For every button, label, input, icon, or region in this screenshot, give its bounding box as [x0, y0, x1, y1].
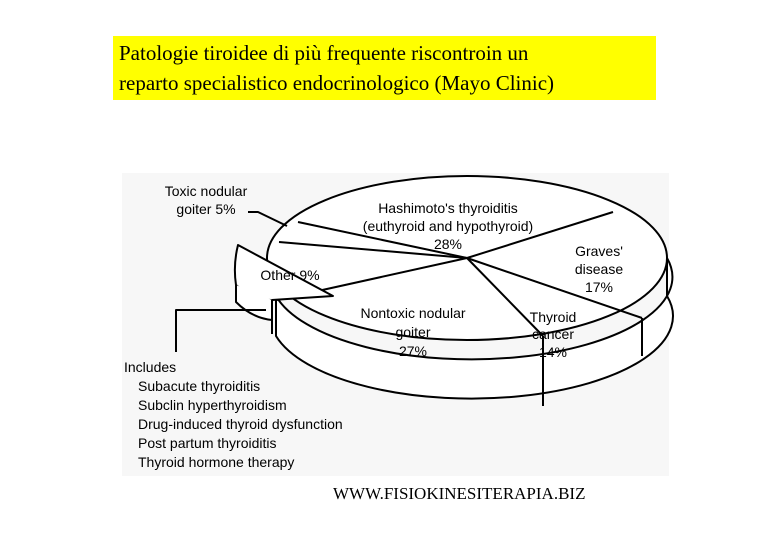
includes-bracket — [176, 310, 266, 352]
includes-item: Post partum thyroiditis — [138, 435, 277, 451]
toxic-leader-line — [248, 212, 287, 226]
label-hashimoto-value: 28% — [433, 236, 463, 252]
label-hashimoto-line1: Hashimoto's thyroiditis — [378, 200, 518, 216]
includes-item: Thyroid hormone therapy — [138, 454, 295, 470]
label-nontoxic-line2: goiter — [395, 324, 431, 340]
label-graves-line2: disease — [574, 261, 624, 277]
footer-website: WWW.FISIOKINESITERAPIA.BIZ — [333, 484, 586, 503]
label-graves-value: 17% — [584, 279, 614, 295]
label-toxic-line1: Toxic nodular — [164, 183, 248, 199]
includes-item: Drug-induced thyroid dysfunction — [138, 416, 343, 432]
includes-item: Subclin hyperthyroidism — [138, 397, 287, 413]
title-line-2: reparto specialistico endocrinologico (Mayo Clinic) — [119, 71, 555, 95]
includes-item: Subacute thyroiditis — [138, 378, 261, 394]
label-nontoxic-value: 27% — [398, 343, 428, 359]
label-cancer-line1: Thyroid — [529, 309, 577, 325]
label-graves-line1: Graves' — [575, 243, 623, 259]
label-other: Other 9% — [260, 267, 320, 283]
title-line-1: Patologie tiroidee di più frequente riscontroin un — [119, 41, 529, 65]
label-cancer-value: 14% — [538, 344, 568, 360]
label-nontoxic-line1: Nontoxic nodular — [360, 305, 466, 321]
label-toxic-line2: goiter 5% — [176, 201, 236, 217]
label-cancer-line2: cancer — [531, 326, 575, 342]
includes-heading: Includes — [124, 359, 177, 375]
label-hashimoto-line2: (euthyroid and hypothyroid) — [362, 218, 534, 234]
